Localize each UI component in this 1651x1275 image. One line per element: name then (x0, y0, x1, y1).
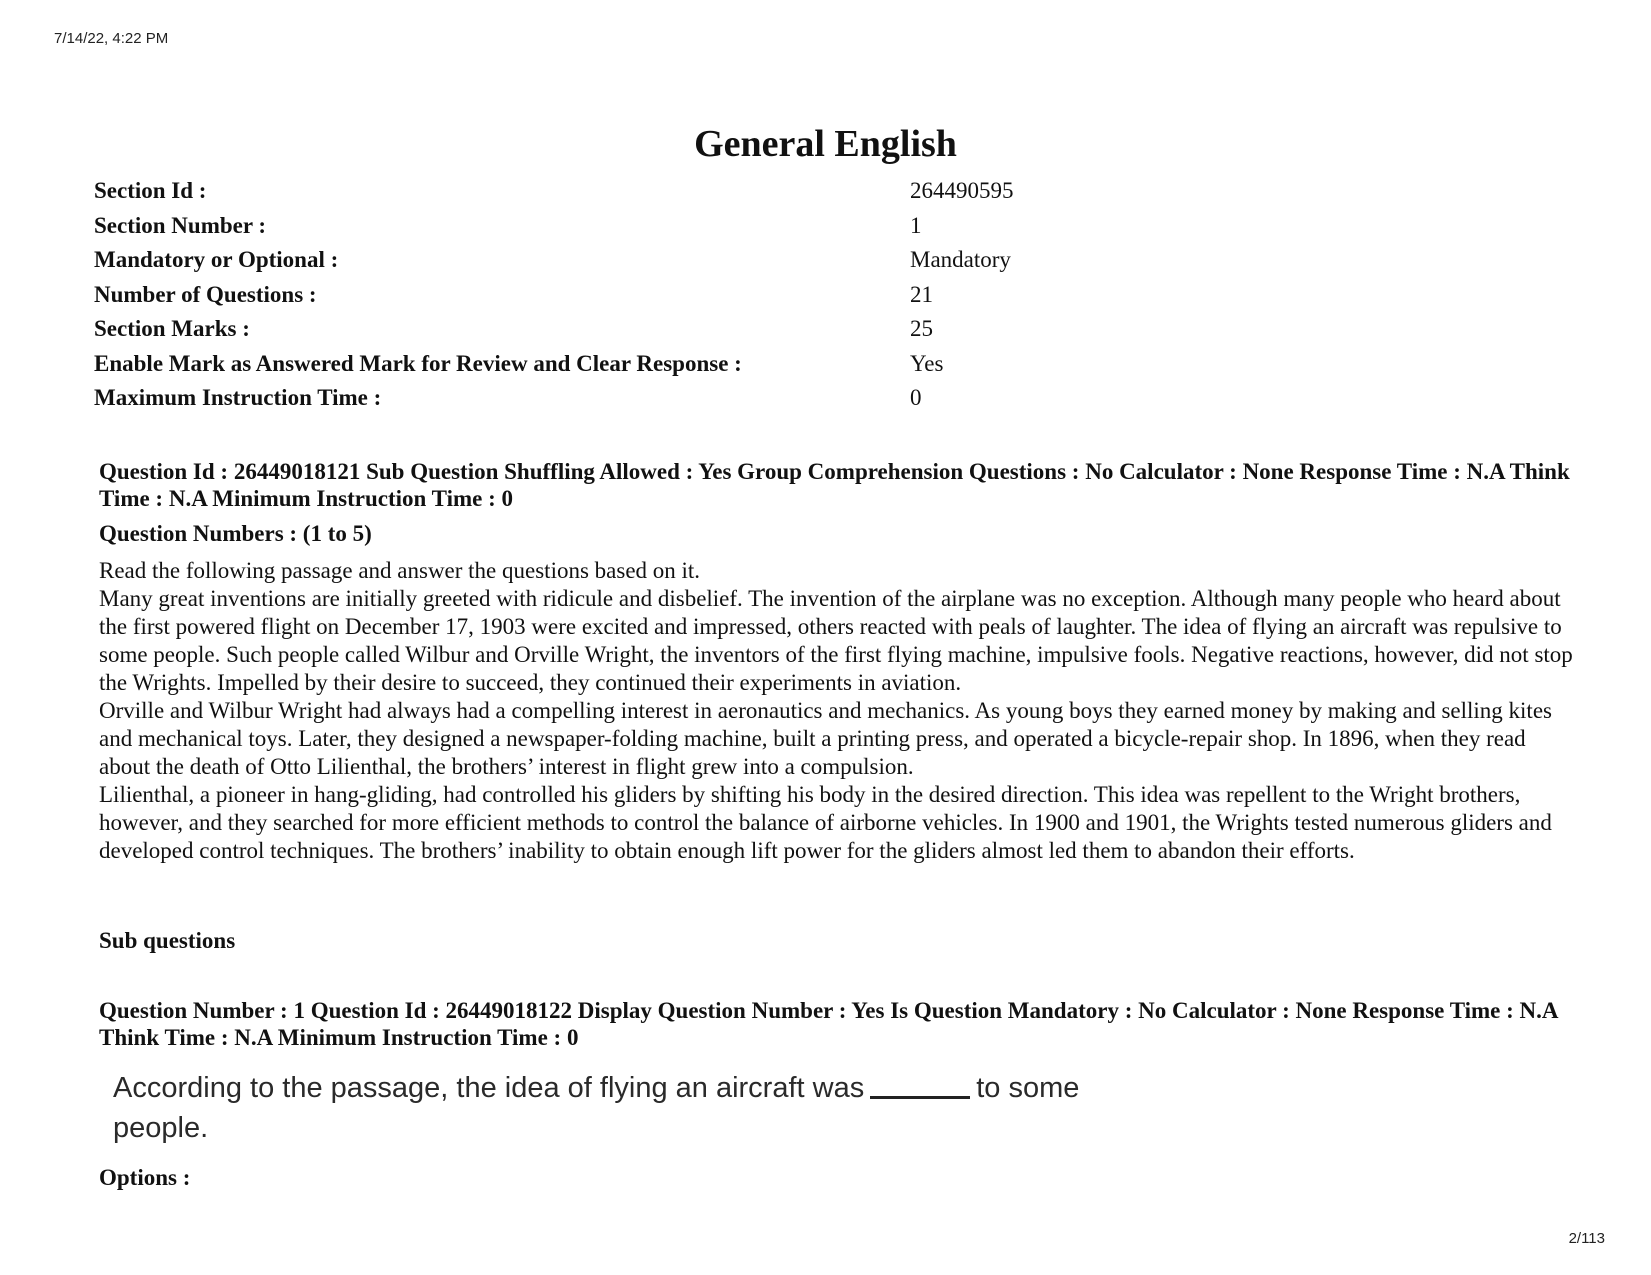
info-value: Mandatory (910, 247, 1011, 273)
info-row-mark-review (94, 347, 1094, 382)
info-row-section-marks (94, 312, 1094, 347)
print-timestamp: 7/14/22, 4:22 PM (54, 30, 169, 47)
question-text-part: According to the passage, the idea of flying an aircraft was (113, 1072, 865, 1104)
info-label: Number of Questions : (94, 281, 317, 307)
info-row-mandatory (94, 243, 1094, 278)
question-text-part: people. (113, 1112, 209, 1144)
info-label: Maximum Instruction Time : (94, 385, 382, 411)
info-label: Section Number : (94, 212, 267, 238)
info-value: 264490595 (910, 178, 1014, 204)
section-title: General English (694, 123, 957, 165)
info-value: 25 (910, 316, 933, 342)
passage-paragraph: Lilienthal, a pioneer in hang-gliding, had controlled his gliders by shifting his body in the desired direction. This idea was repellent to the Wright brothers, however, and they searched for more efficient methods to control the balance of airborne vehicles. In 1900 and 1901, the Wrights tested numerous gliders and developed control techniques. The brothers’ inability to obtain enough lift power for the gliders almost led them to abandon their efforts. (99, 782, 1552, 863)
question-numbers: Question Numbers : (1 to 5) (99, 521, 372, 546)
info-label: Enable Mark as Answered Mark for Review and Clear Response : (94, 350, 742, 376)
sub-question-header: Question Number : 1 Question Id : 26449018122 Display Question Number : Yes Is Question Mandatory : No Calculator : None Response Time : N.A Think Time : N.A Minimum Instruction Time : 0 (99, 998, 1558, 1050)
section-info-table (94, 174, 1094, 416)
passage-paragraph: Orville and Wilbur Wright had always had a compelling interest in aeronautics and mechanics. As young boys they earned money by making and selling kites and mechanical toys. Later, they designed a newspaper-folding machine, built a printing press, and operated a bicycle-repair shop. In 1896, when they read about the death of Otto Lilienthal, the brothers’ interest in flight grew into a compulsion. (99, 698, 1552, 779)
passage-paragraph: Many great inventions are initially greeted with ridicule and disbelief. The invention of the airplane was no exception. Although many people who heard about the first powered flight on December 17, 1903 were excited and impressed, others reacted with peals of laughter. The idea of flying an aircraft was repulsive to some people. Such people called Wilbur and Orville Wright, the inventors of the first flying machine, impulsive fools. Negative reactions, however, did not stop the Wrights. Impelled by their desire to succeed, they continued their experiments in aviation. (99, 586, 1573, 695)
answer-blank (870, 1086, 970, 1099)
comprehension-question-header: Question Id : 26449018121 Sub Question Shuffling Allowed : Yes Group Comprehension Questions : No Calculator : None Response Time : N.A Think Time : N.A Minimum Instruction Time : 0 (99, 459, 1570, 511)
info-value: Yes (910, 350, 944, 376)
question-text-part: to some (976, 1072, 1080, 1104)
info-value: 1 (910, 212, 922, 238)
page-number: 2/113 (1568, 1230, 1605, 1247)
info-label: Mandatory or Optional : (94, 247, 339, 273)
info-label: Section Marks : (94, 316, 250, 342)
passage-instruction: Read the following passage and answer the questions based on it. (99, 558, 701, 583)
info-row-instruction-time (94, 381, 1094, 416)
sub-questions-heading: Sub questions (99, 928, 236, 953)
question-text-image (103, 1060, 1163, 1150)
info-value: 21 (910, 281, 933, 307)
info-value: 0 (910, 385, 922, 411)
comprehension-passage (99, 557, 1579, 865)
info-row-section-id (94, 174, 1094, 209)
info-label: Section Id : (94, 178, 207, 204)
info-row-question-count (94, 278, 1094, 313)
options-label: Options : (99, 1165, 191, 1190)
info-row-section-number (94, 209, 1094, 244)
